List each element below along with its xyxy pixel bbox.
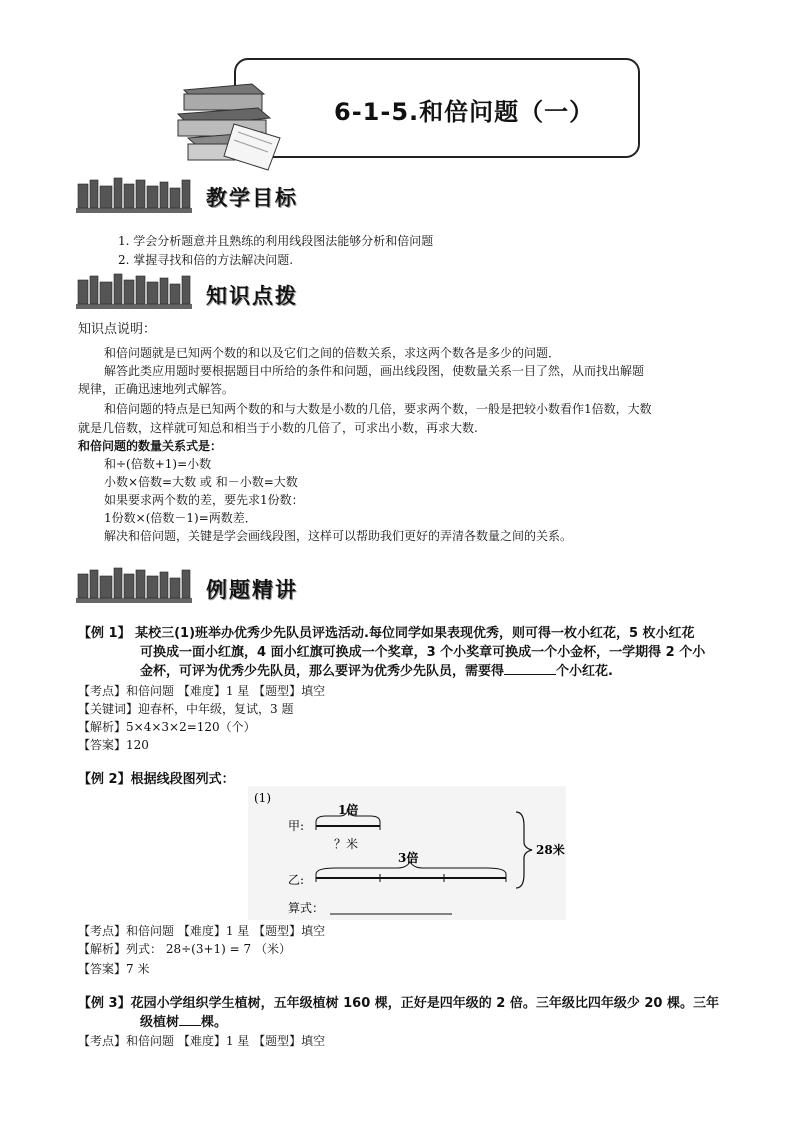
example-3-line: 【例 3】花园小学组织学生植树，五年级植树 160 棵，正好是四年级的 2 倍。三年级比四年级少 20 棵。三年 [78,996,719,1011]
diagram-three-bei: 3倍 [398,851,419,865]
example-1-meta: 【关键词】迎春杯，中年级，复试，3 题 [78,702,294,716]
example-3-meta: 【考点】和倍问题 【难度】1 星 【题型】填空 [78,1034,326,1048]
example-1-tail: 个小红花. [556,664,613,679]
example-1-text: 金杯，可评为优秀少先队员，那么要评为优秀少先队员，需要得 [140,664,505,679]
example-1-meta: 【答案】120 [78,738,149,752]
example-3-line-last [140,1013,227,1033]
knowledge-paragraph: 和倍问题的特点是已知两个数的和与大数是小数的几倍，要求两个数，一般是把较小数看作1倍数，大数 [104,402,652,416]
example-2-meta: 【答案】7 米 [78,962,150,976]
formula-line: 解决和倍问题，关键是学会画线段图，这样可以帮助我们更好的弄清各数量之间的关系。 [104,529,573,543]
section-title-goals: 教学目标 [206,186,298,210]
knowledge-paragraph: 规律，正确迅速地列式解答。 [78,382,235,396]
diagram-formula-label: 算式： [288,901,325,915]
section-title-examples: 例题精讲 [206,578,298,602]
example-3-tail: 棵。 [201,1015,228,1030]
page-title: 6-1-5.和倍问题（一） [334,98,595,126]
diagram-label-jia: 甲: [288,819,305,833]
formula-line: 1份数×(倍数－1)=两数差． [104,511,257,525]
example-1-meta: 【解析】5×4×3×2=120（个） [78,720,256,734]
goal-item: 1. 学会分析题意并且熟练的利用线段图法能够分析和倍问题 [118,234,434,248]
diagram-one-bei: 1倍 [338,803,359,817]
diagram-label-yi: 乙: [288,873,305,887]
formula-heading: 和倍问题的数量关系式是： [78,439,223,453]
books-icon [172,80,284,172]
knowledge-heading: 知识点说明： [78,322,157,337]
answer-blank[interactable] [504,662,556,675]
section-banner-icon [76,272,196,310]
section-banner-icon [76,176,196,214]
example-3-text: 级植树 [140,1015,180,1030]
goal-item: 2. 掌握寻找和倍的方法解决问题. [118,253,294,267]
line-segment-diagram [248,786,566,920]
section-banner-icon [76,566,196,604]
example-2-meta: 【解析】列式： 28÷(3+1) = 7 （米） [78,942,291,956]
knowledge-paragraph: 和倍问题就是已知两个数的和以及它们之间的倍数关系，求这两个数各是多少的问题． [104,346,561,360]
knowledge-paragraph: 就是几倍数，这样就可知总和相当于小数的几倍了，可求出小数，再求大数. [78,421,478,435]
diagram-total: 28米 [536,843,565,857]
formula-line: 如果要求两个数的差，要先求1份数： [104,493,304,507]
example-1-line-last [140,662,613,682]
example-2-meta: 【考点】和倍问题 【难度】1 星 【题型】填空 [78,924,326,938]
diagram-q-mi: ？米 [334,837,359,851]
example-1-line: 可换成一面小红旗，4 面小红旗可换成一个奖章，3 个小奖章可换成一个小金杯，一学期得 2 个小 [140,645,706,660]
answer-blank[interactable] [179,1013,201,1026]
formula-line: 小数×倍数=大数 或 和－小数=大数 [104,475,298,489]
example-2-title: 【例 2】根据线段图列式： [78,772,235,787]
knowledge-paragraph: 解答此类应用题时要根据题目中所给的条件和问题，画出线段图，使数量关系一目了然，从而找出解题 [104,364,645,378]
example-1-meta: 【考点】和倍问题 【难度】1 星 【题型】填空 [78,684,326,698]
formula-line: 和÷(倍数+1)=小数 [104,457,212,471]
example-1-line: 【例 1】 某校三(1)班举办优秀少先队员评选活动.每位同学如果表现优秀，则可得一枚小红花，5 枚小红花 [78,626,695,641]
section-title-knowledge: 知识点拨 [206,284,298,308]
diagram-number: (1) [254,791,271,805]
